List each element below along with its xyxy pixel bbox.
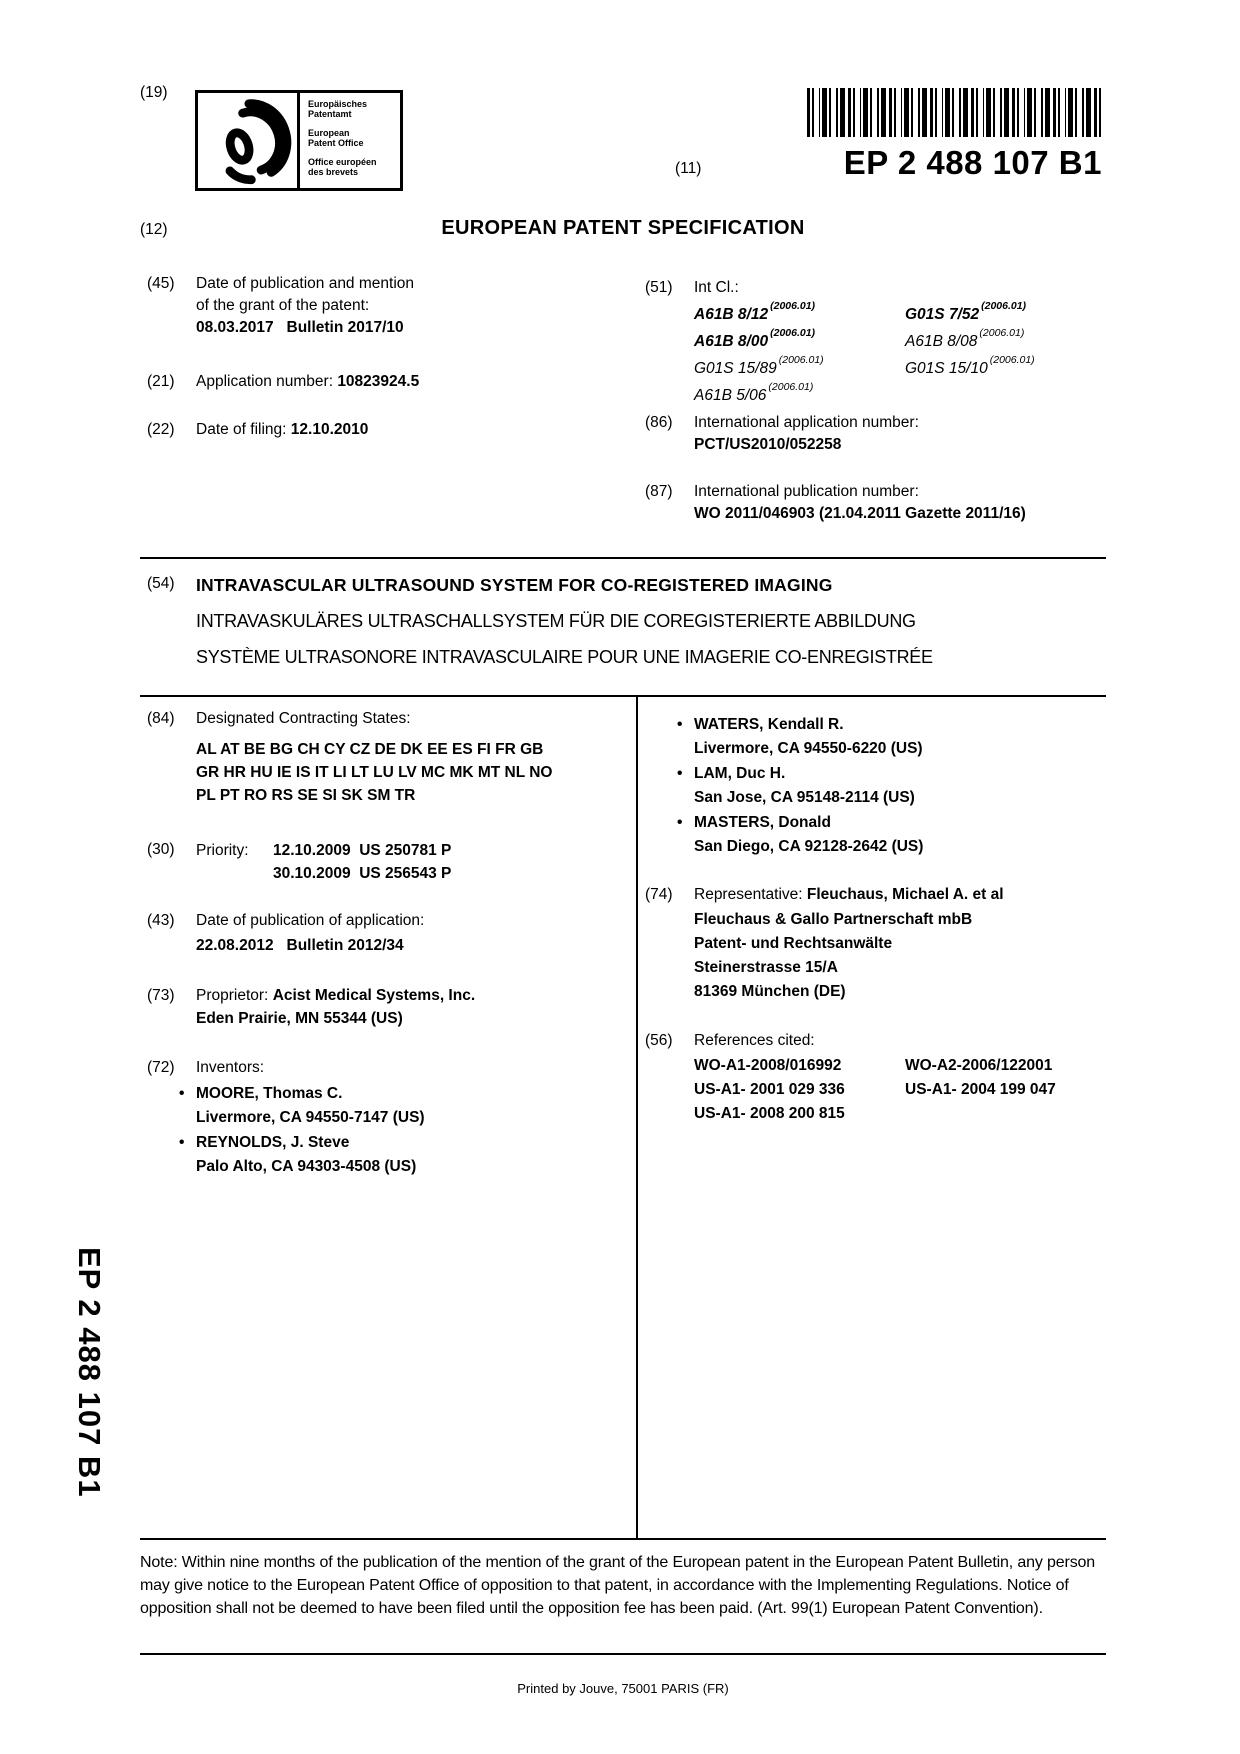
inid-21: (21) (147, 373, 175, 390)
proprietor-address: Eden Prairie, MN 55344 (US) (196, 1010, 403, 1027)
inid-54: (54) (147, 575, 175, 592)
rule-below-note (140, 1653, 1106, 1655)
opposition-note: Note: Within nine months of the publication of the mention of the grant of the European patent in the European Patent Bulletin, any person may give notice to the European Patent Office of opposition to that patent, in accordance with the Implementing Regulations. Notice of opposition shall not be deemed to have been filed until the opposition fee has been paid. (Art. 99(1) European Patent Convention). (140, 1554, 1096, 1617)
grant-date-label: Date of publication and mention (196, 275, 415, 292)
intl-publication-value: WO 2011/046903 (21.04.2011 Gazette 2011/16) (694, 505, 1026, 522)
sidebar-publication-number: EP 2 488 107 B1 (72, 1247, 107, 1498)
field-72 (147, 1057, 617, 1180)
reference-item: US-A1- 2001 029 336 (694, 1081, 845, 1098)
inventor-name: • MASTERS, Donald (694, 814, 831, 831)
rule-below-title (140, 695, 1106, 697)
inventors-continued (645, 713, 1125, 860)
epo-logo-text (300, 93, 400, 188)
inid-43: (43) (147, 912, 175, 929)
priority-entry: 12.10.2009 US 250781 P (273, 842, 452, 859)
inid-19: (19) (140, 84, 168, 101)
inventor-name: • REYNOLDS, J. Steve (196, 1134, 350, 1151)
inventor-address: San Jose, CA 95148-2114 (US) (694, 789, 915, 806)
inventor-item (196, 1131, 617, 1179)
field-45 (147, 273, 627, 339)
invention-title-fr: SYSTÈME ULTRASONORE INTRAVASCULAIRE POUR UNE IMAGERIE CO-ENREGISTRÉE (196, 647, 933, 667)
contracting-states-line: PL PT RO RS SE SI SK SM TR (196, 787, 416, 804)
logo-line: des brevets (308, 167, 359, 177)
inid-11: (11) (675, 160, 702, 177)
field-22 (147, 419, 627, 441)
classification: G01S $7/52^{(2006.01)}$ (905, 300, 1027, 324)
grant-date-value: 08.03.2017 Bulletin 2017/10 (196, 319, 404, 336)
inventor-item (694, 811, 1125, 859)
inid-30: (30) (147, 841, 175, 858)
rule-above-title (140, 557, 1106, 559)
application-number-value: 10823924.5 (337, 373, 420, 390)
field-73 (147, 984, 617, 1030)
classification: A61B $8/12^{(2006.01)}$ (694, 300, 816, 324)
reference-item: WO-A2-2006/122001 (905, 1057, 1053, 1074)
classification: A61B $5/06^{(2006.01)}$ (694, 381, 814, 405)
representative-line: Patent- und Rechtsanwälte (694, 935, 893, 952)
inid-22: (22) (147, 421, 175, 438)
inventor-item (196, 1082, 617, 1130)
priority-entry: 30.10.2009 US 256543 P (273, 865, 452, 882)
filing-date-value: 12.10.2010 (290, 421, 369, 438)
inventor-name: • LAM, Duc H. (694, 765, 786, 782)
inid-73: (73) (147, 987, 175, 1004)
contracting-states-line: GR HR HU IE IS IT LI LT LU LV MC MK MT NL NO (196, 764, 553, 781)
inventor-address: Livermore, CA 94550-6220 (US) (694, 740, 923, 757)
filing-date-label: Date of filing: (196, 421, 287, 438)
representative-name: Fleuchaus, Michael A. et al (806, 886, 1004, 903)
epo-logo-icon (198, 93, 300, 188)
intl-application-value: PCT/US2010/052258 (694, 436, 842, 453)
inventor-address: Palo Alto, CA 94303-4508 (US) (196, 1158, 417, 1175)
classification: A61B $8/00^{(2006.01)}$ (694, 327, 816, 351)
inid-74: (74) (645, 886, 673, 903)
field-43 (147, 910, 617, 957)
inventor-item (694, 713, 1125, 761)
column-divider (636, 695, 638, 1538)
inventor-name: • MOORE, Thomas C. (196, 1085, 343, 1102)
inid-87: (87) (645, 483, 673, 500)
inid-12: (12) (140, 221, 168, 238)
reference-item: WO-A1-2008/016992 (694, 1057, 842, 1074)
classification: A61B $8/08^{(2006.01)}$ (905, 327, 1025, 351)
contracting-states-line: AL AT BE BG CH CY CZ DE DK EE ES FI FR GB (196, 741, 544, 758)
field-54 (147, 573, 1127, 669)
inventor-address: Livermore, CA 94550-7147 (US) (196, 1109, 425, 1126)
publication-of-application-value: 22.08.2012 Bulletin 2012/34 (196, 937, 404, 954)
barcode-image (807, 88, 1103, 137)
inid-86: (86) (645, 414, 673, 431)
logo-line: Europäisches (308, 99, 368, 109)
field-21 (147, 371, 627, 393)
priority-label: Priority: (196, 842, 249, 859)
inventors-label: Inventors: (196, 1059, 265, 1076)
inid-56: (56) (645, 1032, 673, 1049)
field-30 (147, 839, 617, 885)
field-84 (147, 708, 617, 807)
logo-line: Office européen (308, 157, 377, 167)
printer-imprint: Printed by Jouve, 75001 PARIS (FR) (517, 1681, 729, 1696)
inid-84: (84) (147, 710, 175, 727)
invention-title-en: INTRAVASCULAR ULTRASOUND SYSTEM FOR CO-REGISTERED IMAGING (196, 575, 833, 595)
grant-date-label2: of the grant of the patent: (196, 297, 370, 314)
document-type-heading: EUROPEAN PATENT SPECIFICATION (441, 217, 805, 239)
inid-72: (72) (147, 1059, 175, 1076)
field-51 (645, 277, 1115, 408)
publication-number: EP 2 488 107 B1 (843, 144, 1102, 181)
invention-title-de: INTRAVASKULÄRES ULTRASCHALLSYSTEM FÜR DIE COREGISTERIERTE ABBILDUNG (196, 611, 916, 631)
field-56 (645, 1030, 1125, 1126)
proprietor-label: Proprietor: (196, 987, 269, 1004)
logo-line: European (308, 128, 350, 138)
proprietor-name: Acist Medical Systems, Inc. (272, 987, 476, 1004)
reference-item: US-A1- 2008 200 815 (694, 1105, 845, 1122)
inventor-item (694, 762, 1125, 810)
reference-item: US-A1- 2004 199 047 (905, 1081, 1056, 1098)
int-cl-label: Int Cl.: (694, 279, 739, 296)
rule-above-note (140, 1538, 1106, 1540)
field-86 (645, 412, 1115, 456)
classification: G01S $15/89^{(2006.01)}$ (694, 354, 824, 378)
logo-line: Patent Office (308, 138, 364, 148)
inid-51: (51) (645, 279, 673, 296)
inid-45: (45) (147, 275, 175, 292)
intl-publication-label: International publication number: (694, 483, 919, 500)
representative-line: 81369 München (DE) (694, 983, 846, 1000)
epo-logo-box (195, 90, 403, 191)
field-74 (645, 884, 1125, 1004)
representative-line: Steinerstrasse 15/A (694, 959, 838, 976)
representative-line: Fleuchaus & Gallo Partnerschaft mbB (694, 911, 973, 928)
intl-application-label: International application number: (694, 414, 919, 431)
logo-line: Patentamt (308, 109, 352, 119)
publication-of-application-label: Date of publication of application: (196, 912, 425, 929)
inventor-address: San Diego, CA 92128-2642 (US) (694, 838, 924, 855)
contracting-states-label: Designated Contracting States: (196, 710, 411, 727)
field-87 (645, 481, 1125, 525)
references-cited-label: References cited: (694, 1032, 815, 1049)
classification: G01S $15/10^{(2006.01)}$ (905, 354, 1035, 378)
representative-label: Representative: (694, 886, 803, 903)
inventor-name: • WATERS, Kendall R. (694, 716, 844, 733)
application-number-label: Application number: (196, 373, 333, 390)
